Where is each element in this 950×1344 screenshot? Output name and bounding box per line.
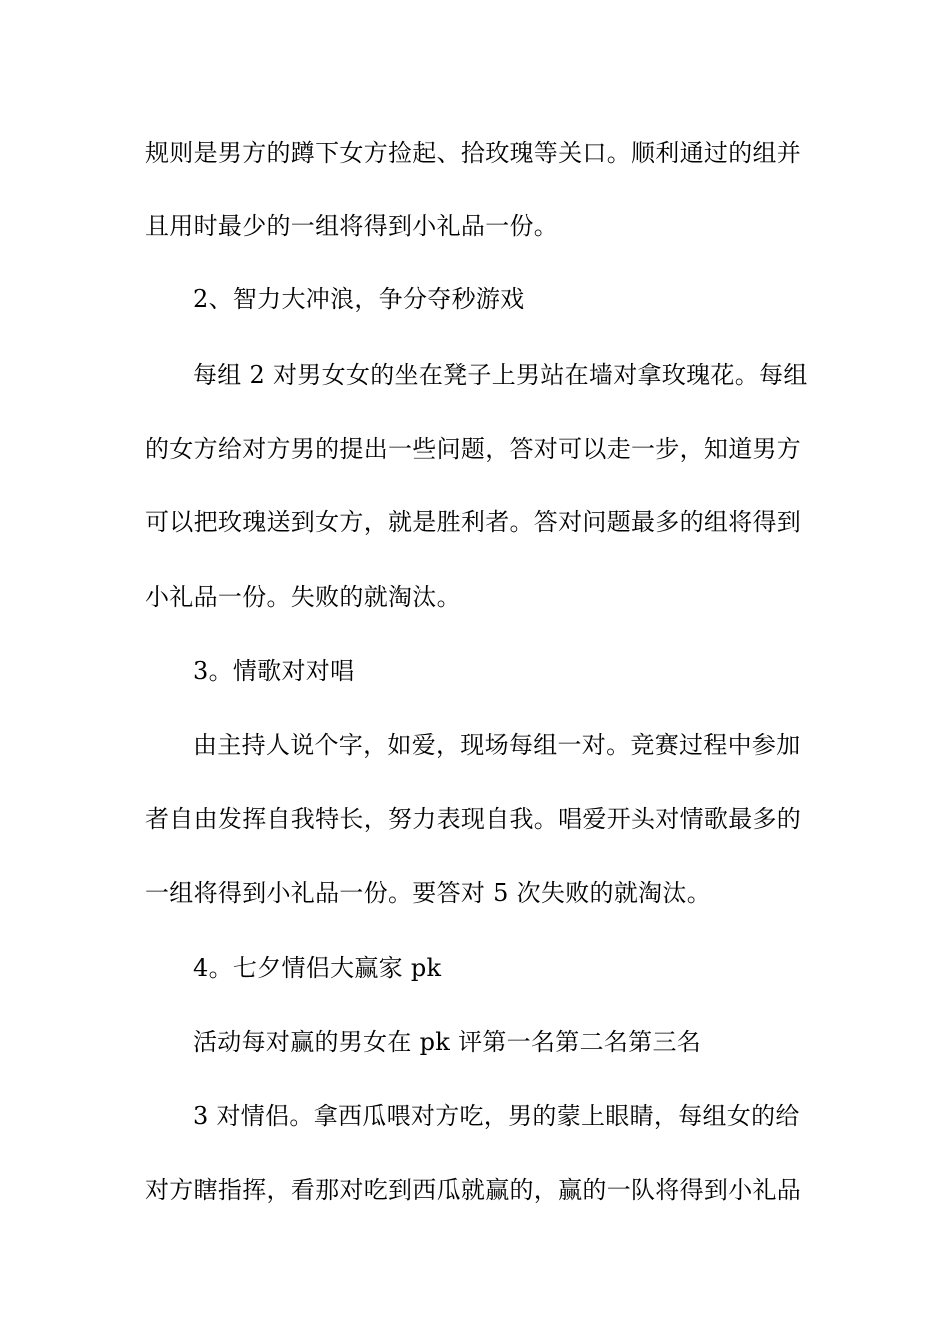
- paragraph-line: 活动每对赢的男女在 pk 评第一名第二名第三名: [193, 1028, 702, 1056]
- section-heading: 2、智力大冲浪，争分夺秒游戏: [193, 285, 525, 313]
- paragraph-line: 一组将得到小礼品一份。要答对 5 次失败的就淘汰。: [145, 879, 712, 907]
- paragraph-line: 可以把玫瑰送到女方，就是胜利者。答对问题最多的组将得到: [145, 508, 802, 536]
- section-heading: 3。情歌对对唱: [193, 657, 355, 685]
- paragraph-line: 且用时最少的一组将得到小礼品一份。: [145, 212, 559, 240]
- paragraph-line: 小礼品一份。失败的就淘汰。: [145, 583, 461, 611]
- paragraph-line: 者自由发挥自我特长，努力表现自我。唱爱开头对情歌最多的: [145, 805, 802, 833]
- paragraph-line: 规则是男方的蹲下女方捡起、拾玫瑰等关口。顺利通过的组并: [145, 139, 802, 167]
- paragraph-line: 每组 2 对男女女的坐在凳子上男站在墙对拿玫瑰花。每组: [193, 361, 808, 389]
- paragraph-line: 3 对情侣。拿西瓜喂对方吃，男的蒙上眼睛，每组女的给: [193, 1102, 800, 1130]
- paragraph-line: 的女方给对方男的提出一些问题，答对可以走一步，知道男方: [145, 435, 802, 463]
- paragraph-line: 对方瞎指挥，看那对吃到西瓜就赢的，赢的一队将得到小礼品: [145, 1176, 802, 1204]
- paragraph-line: 由主持人说个字，如爱，现场每组一对。竞赛过程中参加: [193, 731, 801, 759]
- section-heading: 4。七夕情侣大赢家 pk: [193, 954, 442, 982]
